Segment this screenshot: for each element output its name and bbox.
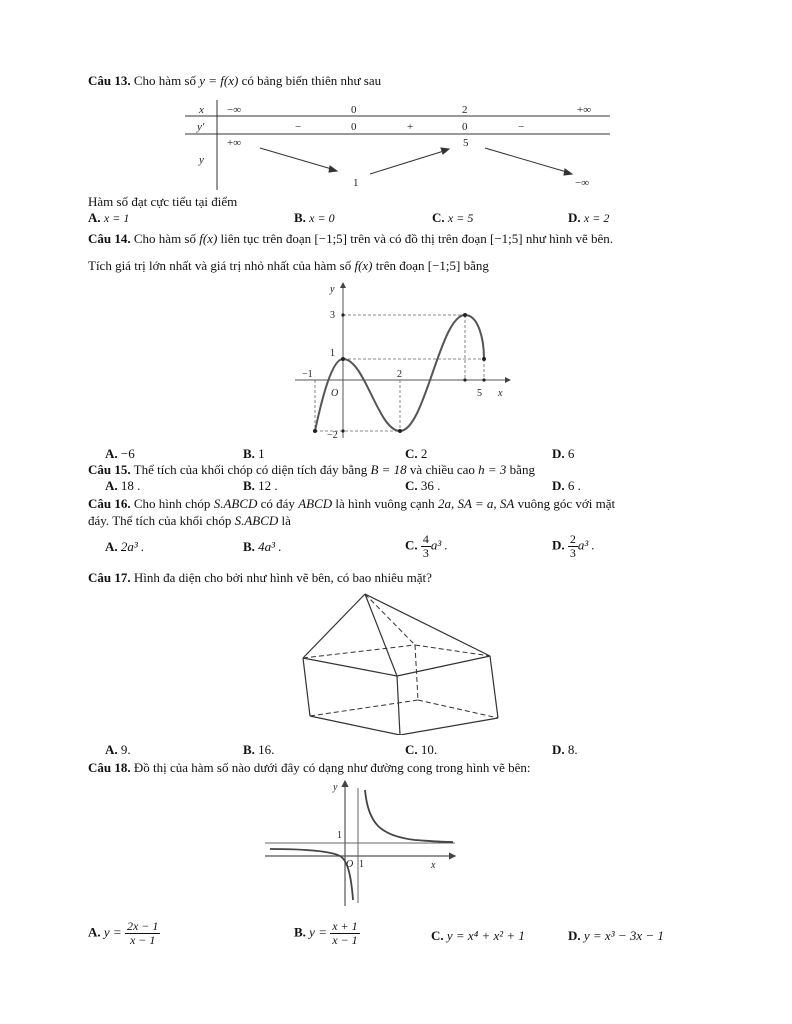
- q15-answer-c[interactable]: C. 36 .: [405, 478, 441, 493]
- q14-answer-a[interactable]: A. −6: [105, 446, 135, 461]
- svg-text:−∞: −∞: [227, 104, 242, 116]
- svg-text:−∞: −∞: [575, 177, 590, 189]
- q13-answer-d[interactable]: D. x = 2: [568, 210, 610, 225]
- q13-question: Hàm số đạt cực tiểu tại điểm: [88, 194, 238, 209]
- q15-label: Câu 15.: [88, 462, 131, 477]
- q16-answers: [105, 533, 705, 567]
- q18-label: Câu 18.: [88, 760, 131, 775]
- q18-graph: [265, 778, 460, 908]
- q14-graph: [290, 278, 515, 448]
- q17-label: Câu 17.: [88, 570, 131, 585]
- svg-text:2: 2: [397, 369, 402, 380]
- q14-answer-b[interactable]: B. 1: [243, 446, 265, 461]
- q16-prompt: Câu 16. Cho hình chóp S.ABCD có đáy ABCD là hình vuông cạnh 2a, SA = a, SA vuông góc với mặt: [88, 496, 616, 511]
- svg-text:x: x: [431, 860, 436, 871]
- table-y-header: y: [199, 154, 204, 166]
- q18-answer-c[interactable]: C. y = x⁴ + x² + 1: [431, 928, 525, 943]
- svg-text:3: 3: [330, 310, 335, 321]
- q13-prompt: Câu 13. Cho hàm số y = f(x) có bảng biến thiên như sau: [88, 73, 382, 88]
- table-x-header: x: [199, 104, 204, 116]
- q16-answer-d[interactable]: D. $\frac{2}{3}$ a³ .: [552, 532, 595, 560]
- svg-text:y: y: [330, 284, 335, 295]
- q16-answer-a[interactable]: A. 2a³ .: [105, 539, 145, 554]
- svg-text:y: y: [333, 782, 338, 793]
- svg-text:0: 0: [462, 121, 468, 133]
- svg-text:0: 0: [351, 104, 357, 116]
- q18-answers: [88, 915, 708, 955]
- table-yp-header: y′: [197, 121, 205, 133]
- q16-answer-c[interactable]: C. $\frac{4}{3}$ a³ .: [405, 532, 448, 560]
- svg-text:+: +: [407, 121, 414, 133]
- q14-answer-c[interactable]: C. 2: [405, 446, 428, 461]
- q17-answer-b[interactable]: B. 16.: [243, 742, 275, 757]
- svg-text:5: 5: [463, 137, 469, 149]
- svg-text:O: O: [346, 859, 354, 870]
- q15-answer-d[interactable]: D. 6 .: [552, 478, 581, 493]
- q14-answer-d[interactable]: D. 6: [552, 446, 575, 461]
- q17-answer-a[interactable]: A. 9.: [105, 742, 131, 757]
- q17-answer-d[interactable]: D. 8.: [552, 742, 578, 757]
- svg-text:5: 5: [477, 388, 482, 399]
- svg-text:−: −: [518, 121, 525, 133]
- svg-text:−2: −2: [327, 430, 338, 441]
- q13-answer-a[interactable]: A. x = 1: [88, 210, 130, 225]
- svg-text:O: O: [331, 388, 339, 399]
- svg-text:+∞: +∞: [227, 137, 242, 149]
- svg-text:1: 1: [330, 348, 335, 359]
- svg-text:+∞: +∞: [577, 104, 592, 116]
- q17-answer-c[interactable]: C. 10.: [405, 742, 438, 757]
- q15-answer-b[interactable]: B. 12 .: [243, 478, 278, 493]
- svg-text:2: 2: [462, 104, 468, 116]
- q16-answer-b[interactable]: B. 4a³ .: [243, 539, 282, 554]
- q13-answer-c[interactable]: C. x = 5: [432, 210, 474, 225]
- q16-prompt-line2: đáy. Thể tích của khối chóp S.ABCD là: [88, 513, 291, 528]
- q14-label: Câu 14.: [88, 231, 131, 246]
- q14-prompt: Câu 14. Cho hàm số f(x) liên tục trên đoạn [−1;5] trên và có đồ thị trên đoạn [−1;5] như hình vẽ bên.: [88, 231, 614, 246]
- svg-text:0: 0: [351, 121, 357, 133]
- q15-answer-a[interactable]: A. 18 .: [105, 478, 141, 493]
- q13-label: Câu 13.: [88, 73, 131, 88]
- q18-prompt: Câu 18. Đồ thị của hàm số nào dưới đây có dạng như đường cong trong hình vẽ bên:: [88, 760, 531, 775]
- q13-answer-b[interactable]: B. x = 0: [294, 210, 335, 225]
- q18-answer-b[interactable]: B. y = $\frac{x + 1}{x - 1}$: [294, 919, 358, 947]
- variation-table: [185, 100, 610, 195]
- svg-text:1: 1: [337, 830, 342, 841]
- svg-text:−: −: [295, 121, 302, 133]
- svg-text:1: 1: [353, 177, 359, 189]
- q15-prompt: Câu 15. Thể tích của khối chóp có diện tích đáy bằng B = 18 và chiều cao h = 3 bằng: [88, 462, 535, 477]
- q14-prompt-line2: Tích giá trị lớn nhất và giá trị nhỏ nhất của hàm số f(x) trên đoạn [−1;5] bằng: [88, 258, 489, 273]
- svg-text:1: 1: [359, 859, 364, 870]
- polyhedron-figure: [300, 590, 505, 735]
- q18-answer-a[interactable]: A. y = $\frac{2x - 1}{x - 1}$: [88, 919, 159, 947]
- q18-answer-d[interactable]: D. y = x³ − 3x − 1: [568, 928, 664, 943]
- q17-prompt: Câu 17. Hình đa diện cho bởi như hình vẽ bên, có bao nhiêu mặt?: [88, 570, 432, 585]
- svg-text:x: x: [498, 388, 503, 399]
- q16-label: Câu 16.: [88, 496, 131, 511]
- svg-text:−1: −1: [302, 369, 313, 380]
